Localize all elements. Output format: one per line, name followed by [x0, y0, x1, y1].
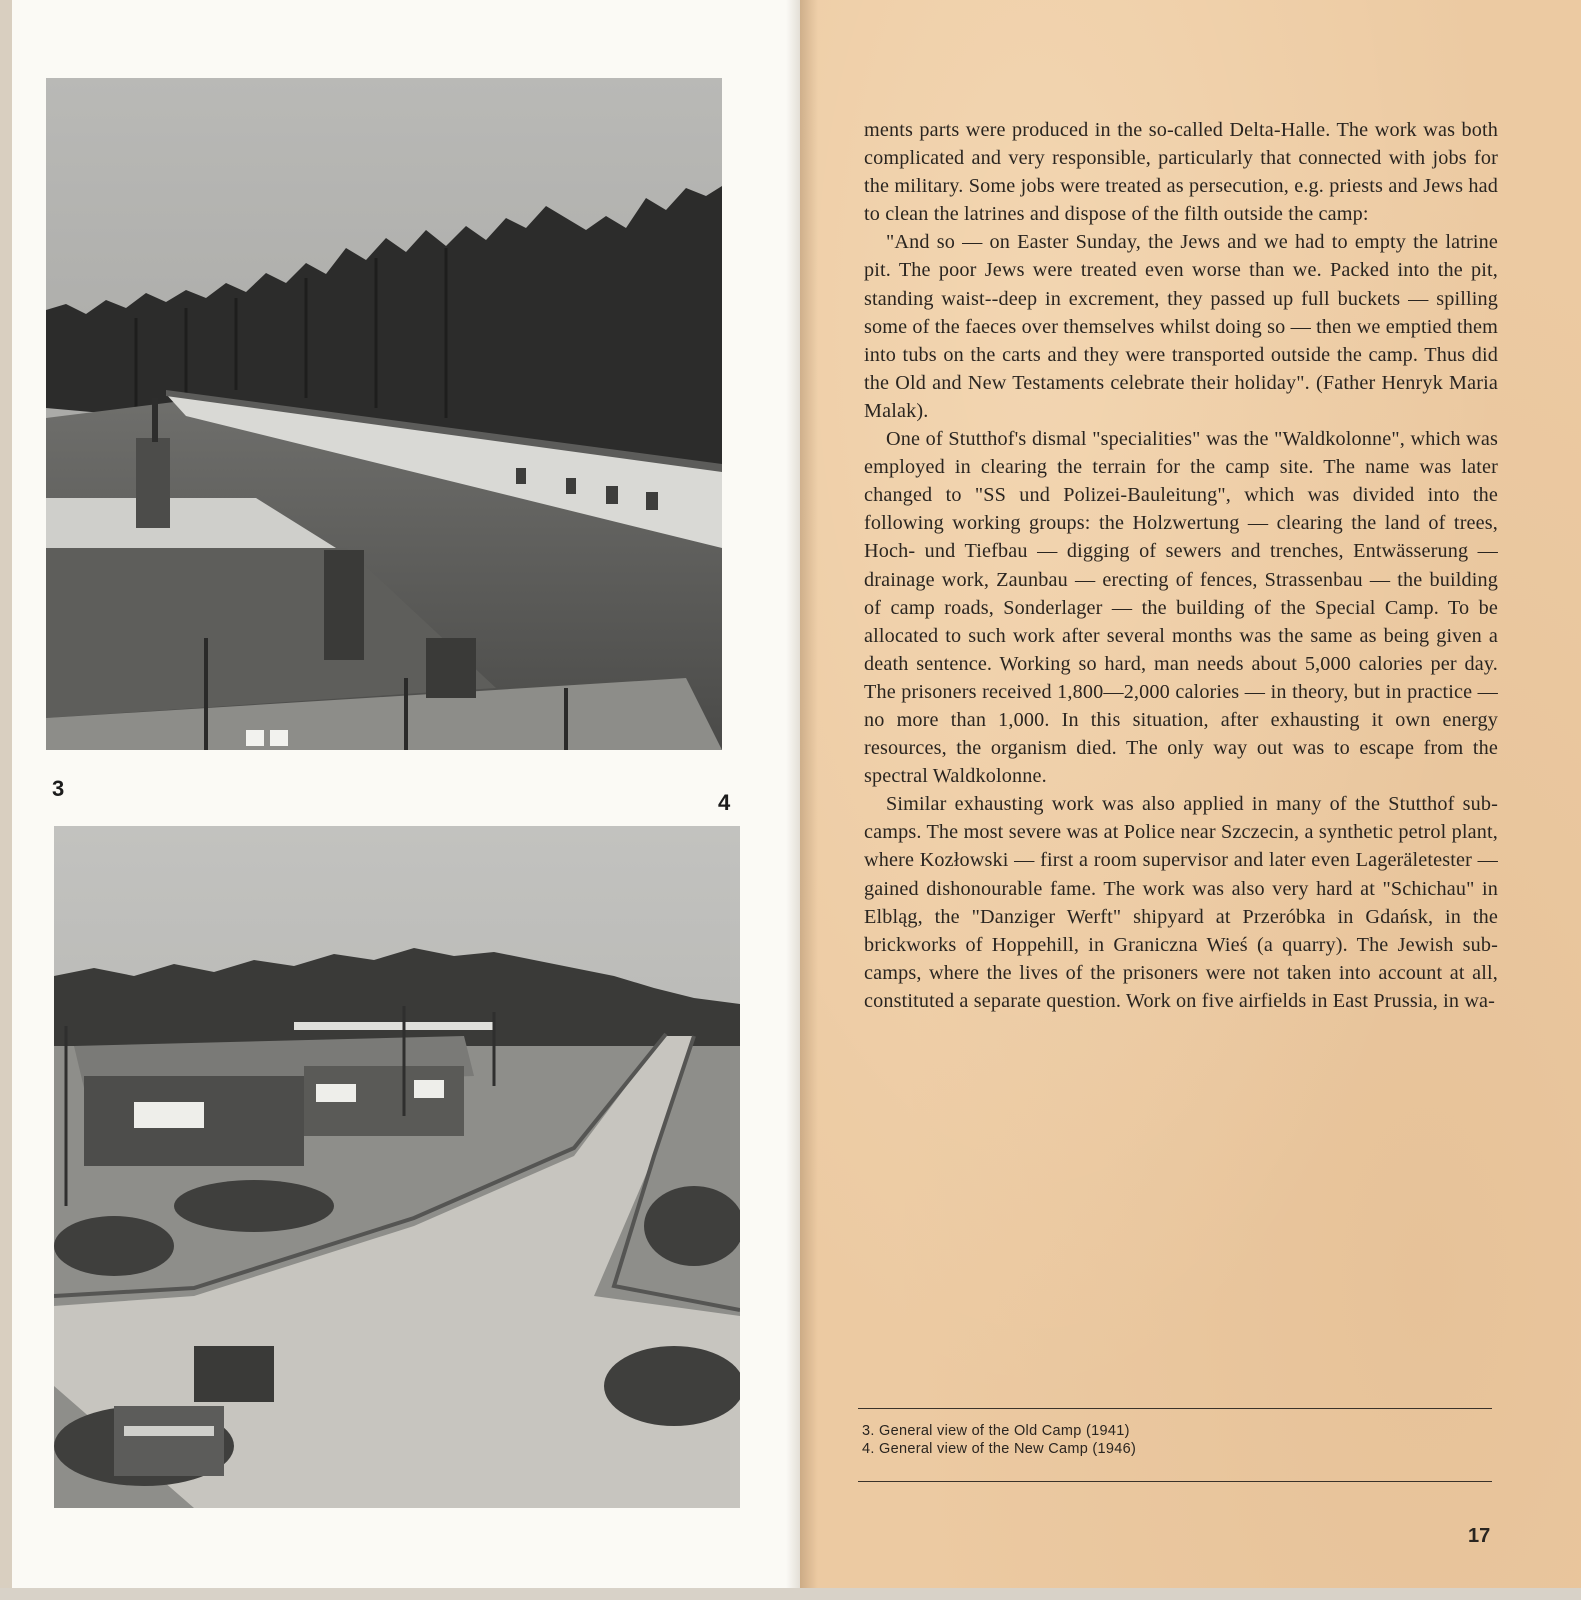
paragraph-quote: "And so — on Easter Sunday, the Jews and we had to empty the latrine pit. The poor Jews were treated even worse than we. Packed into the pit, standing waist--deep in excrement, they passed up full buckets — spilling some of the faeces over themselves whilst doing so — then we emptied them into tubs on the carts and they were transported outside the camp. Thus did the Old and New Testaments celebrate their holiday". (Father Henryk Maria Malak).: [864, 231, 1498, 422]
caption-rule-bottom: [858, 1481, 1492, 1482]
paragraph: One of Stutthof's dismal "specialities" was the "Waldkolonne", which was employed in clearing the terrain for the camp site. The name was later changed to "SS und Polizei-Bauleitung", which was divided into the following working groups: the Holzwertung — clearing the land of trees, Hoch- und Tiefbau — digging of sewers and trenches, Entwässerung — drainage work, Zaunbau — erecting of fences, Strassenbau — the building of camp roads, Sonderlager — the building of the Special Camp. To be allocated to such work after several months was the same as being given a death sentence. Working so hard, man needs about 5,000 calories per day. The prisoners received 1,800—2,000 calories — in theory, but in practice — no more than 1,000. In this situation, after exhausting it own energy resources, the organism died. The only way out was to escape from the spectral Waldkolonne.: [864, 428, 1498, 788]
caption-3: 3. General view of the Old Camp (1941): [862, 1423, 1130, 1439]
photo-old-camp: [46, 78, 722, 750]
paragraph: Similar exhausting work was also applied in many of the Stutthof sub-camps. The most severe was at Police near Szczecin, a synthetic petrol plant, where Kozłowski — first a room supervisor and later even Lageräletester — gained dishonourable fame. The work was also very hard at "Schichau" in Elbląg, the "Danziger Werft" shipyard at Przeróbka in Gdańsk, in the brickworks of Hoppehill, in Graniczna Wieś (a quarry). The Jewish sub-camps, where the lives of the prisoners were not taken into account at all, constituted a separate question. Work on five airfields in East Prussia, in wa-: [864, 793, 1498, 1012]
body-text: [864, 116, 1498, 1015]
photo-new-camp: [54, 826, 740, 1508]
photograph-old-camp-barracks-icon: [46, 78, 722, 750]
photograph-new-camp-road-icon: [54, 826, 740, 1508]
paragraph: ments parts were produced in the so-called Delta-Halle. The work was both complicated and very responsible, particularly that connected with jobs for the military. Some jobs were treated as persecution, e.g. priests and Jews had to clean the latrines and dispose of the filth outside the camp:: [864, 119, 1498, 226]
page-number: 17: [1468, 1525, 1491, 1547]
caption-rule-top: [858, 1408, 1492, 1409]
right-page: [800, 0, 1581, 1600]
photo-captions: [862, 1422, 1482, 1458]
plate-number-4: 4: [718, 790, 731, 815]
scan-edge: [0, 1588, 1581, 1600]
caption-4: 4. General view of the New Camp (1946): [862, 1441, 1137, 1457]
gutter-shadow: [786, 0, 800, 1600]
plate-number-3: 3: [52, 776, 65, 801]
gutter-shadow: [800, 0, 818, 1600]
